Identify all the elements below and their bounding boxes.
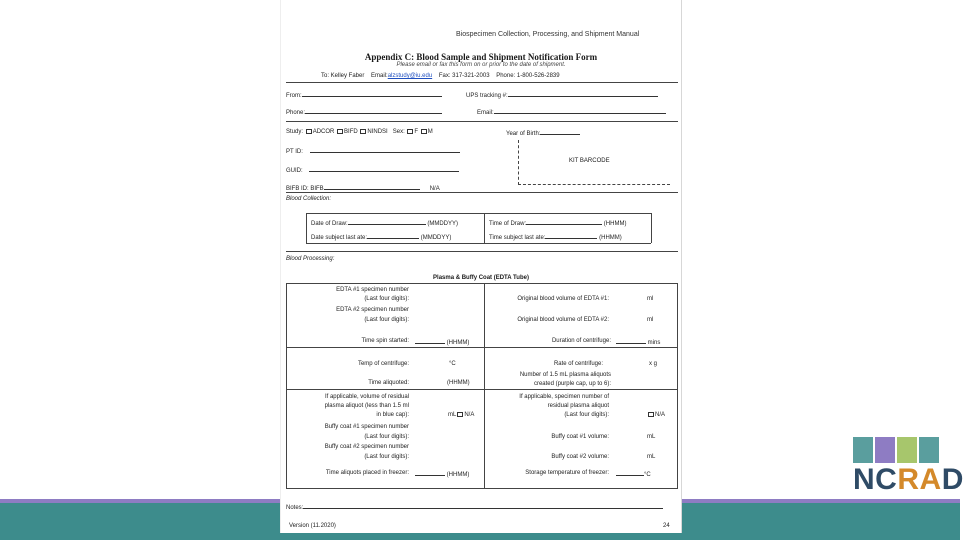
recipient-line: To: Kelley Faber Email:alzstudy@iu.edu Fax: 317-321-2003 Phone: 1-800-526-2839 xyxy=(321,73,560,79)
phone-field[interactable]: Phone: xyxy=(286,108,442,116)
document-page: Biospecimen Collection, Processing, and Shipment Manual Appendix C: Blood Sample and Shipment Notification Form Please email or fax this form on or prior to the date of shipment. To: Kelley Faber Email:alzstudy@iu.edu Fax: 317-321-2003 Phone: 1-800-526-2839 From: UPS tracking #: Phone: Email: Study: ADCOR BIFD NINDSI Sex: F M Year of Birth: PT ID: GUID: BIFB ID: BIFB N/A KIT BARCODE Blood Collection: Date of Draw: (MMDDYY) Time of Draw: (HHMM) Date subject last ate: (MMDDYY) Time subject last ate: (HHMM) Blood Processing: Plasma & Buffy Coat (EDTA Tube) EDTA #1 specimen number (Last four digits): Original blood volume of EDTA #1: ml EDTA #2 specimen number (Last four digits): Original blood volume of EDTA #2: ml Time spin started: (HHMM) Duration of centrifuge: mins Temp of centrifuge: °C Rate of centrifuge: x g Time aliquoted: (HHMM) Number of 1.5 mL plasma aliquots created (purple cap, up to 6): If applicable, volume of residual plasma aliquot (less than 1.5 ml in blue cap): mL N/A If applicable, specimen number of residual plasma aliquot (Last four digits): N/A Buffy coat #1 specimen number (Last four digits): Buffy coat #1 volume: mL Buffy coat #2 specimen number (Last four digits): Buffy coat #2 volume: mL Time aliquots placed in freezer: (HHMM) Storage temperature of freezer: °C Notes: Version (11.2020) 24 xyxy=(280,0,682,533)
time-last-ate-field[interactable]: Time subject last ate: (HHMM) xyxy=(489,235,622,241)
date-of-draw-field[interactable]: Date of Draw: (MMDDYY) xyxy=(311,221,459,227)
year-of-birth-field[interactable]: Year of Birth: xyxy=(506,129,580,137)
aliquot-count-label: Number of 1.5 mL plasma aliquots xyxy=(519,372,611,378)
ups-tracking-field[interactable]: UPS tracking #: xyxy=(466,91,658,99)
residual-specimen-na-checkbox[interactable] xyxy=(648,412,654,417)
buffy1-volume-field[interactable]: Buffy coat #1 volume: xyxy=(551,434,609,440)
centrifuge-temp-field[interactable]: Temp of centrifuge: xyxy=(357,361,409,367)
from-field[interactable]: From: xyxy=(286,91,442,99)
notes-field[interactable]: Notes: xyxy=(286,503,663,511)
logo-tile-family-icon xyxy=(897,437,917,463)
centrifuge-duration-field[interactable]: Duration of centrifuge: xyxy=(551,338,611,344)
residual-volume-field[interactable]: in blue cap): xyxy=(376,412,409,418)
table-border xyxy=(484,213,485,243)
time-aliquoted-field[interactable]: Time aliquoted: xyxy=(368,380,409,386)
freezer-temp-field[interactable]: Storage temperature of freezer: xyxy=(525,470,609,476)
recipient-email-link[interactable]: alzstudy@iu.edu xyxy=(387,73,433,79)
table-border xyxy=(306,213,651,214)
buffy2-last4-field[interactable]: (Last four digits): xyxy=(364,454,409,460)
table-border xyxy=(651,213,652,243)
divider xyxy=(286,251,678,252)
buffy2-volume-field[interactable]: Buffy coat #2 volume: xyxy=(551,454,609,460)
guid-field[interactable]: GUID: xyxy=(286,166,459,174)
date-last-ate-field[interactable]: Date subject last ate: (MMDDYY) xyxy=(311,235,452,241)
section-blood-processing: Blood Processing: xyxy=(286,256,335,262)
spin-start-field[interactable]: Time spin started: xyxy=(361,338,409,344)
sex-m-checkbox[interactable] xyxy=(421,129,427,134)
logo-tiles xyxy=(853,437,939,463)
divider xyxy=(286,192,678,193)
residual-specimen-field[interactable]: (Last four digits): xyxy=(564,412,609,418)
manual-header: Biospecimen Collection, Processing, and Shipment Manual xyxy=(456,31,640,38)
plasma-buffy-header: Plasma & Buffy Coat (EDTA Tube) xyxy=(433,275,529,281)
aliquot-count-field[interactable]: created (purple cap, up to 6): xyxy=(533,381,611,387)
table-border xyxy=(286,488,678,489)
page-number: 24 xyxy=(663,523,670,529)
pt-id-field[interactable]: PT ID: xyxy=(286,147,460,155)
edta1-label: EDTA #1 specimen number xyxy=(336,287,409,293)
study-bifd-checkbox[interactable] xyxy=(337,129,343,134)
email-field[interactable]: Email: xyxy=(477,108,666,116)
table-border xyxy=(484,283,485,488)
form-subtitle: Please email or fax this form on or prior to the date of shipment. xyxy=(396,62,566,68)
logo-tile-dna-icon xyxy=(853,437,873,463)
study-options: Study: ADCOR BIFD NINDSI Sex: F M xyxy=(286,129,433,136)
study-adcor-checkbox[interactable] xyxy=(306,129,312,134)
freezer-time-field[interactable]: Time aliquots placed in freezer: xyxy=(325,470,409,476)
table-border xyxy=(286,347,678,348)
divider xyxy=(286,82,678,83)
sex-f-checkbox[interactable] xyxy=(407,129,413,134)
table-border xyxy=(306,213,307,243)
logo-tile-people-icon xyxy=(875,437,895,463)
section-blood-collection: Blood Collection: xyxy=(286,196,332,202)
bifb-id-field[interactable]: BIFB ID: BIFB N/A xyxy=(286,186,440,192)
edta2-label: EDTA #2 specimen number xyxy=(336,307,409,313)
logo-wordmark: NCRAD xyxy=(853,463,964,496)
table-border xyxy=(286,389,678,390)
form-title: Appendix C: Blood Sample and Shipment Notification Form xyxy=(364,52,598,62)
table-border xyxy=(286,283,678,284)
time-of-draw-field[interactable]: Time of Draw: (HHMM) xyxy=(489,221,627,227)
study-ninds-checkbox[interactable] xyxy=(360,129,366,134)
ncrad-logo-corner xyxy=(853,437,964,495)
edta2-last4-field[interactable]: (Last four digits): xyxy=(364,317,409,323)
residual-volume-na-checkbox[interactable] xyxy=(457,412,463,417)
logo-tile-lab-icon xyxy=(919,437,939,463)
centrifuge-rate-field[interactable]: Rate of centrifuge: xyxy=(553,361,603,367)
divider xyxy=(286,121,678,122)
table-border xyxy=(677,283,678,488)
edta2-volume-field[interactable]: Original blood volume of EDTA #2: xyxy=(517,317,609,323)
edta1-volume-field[interactable]: Original blood volume of EDTA #1: xyxy=(517,296,609,302)
kit-barcode-area: KIT BARCODE xyxy=(518,140,670,185)
version-label: Version (11.2020) xyxy=(289,523,336,529)
table-border xyxy=(306,243,651,244)
edta1-last4-field[interactable]: (Last four digits): xyxy=(364,296,409,302)
buffy1-last4-field[interactable]: (Last four digits): xyxy=(364,434,409,440)
table-border xyxy=(286,283,287,488)
